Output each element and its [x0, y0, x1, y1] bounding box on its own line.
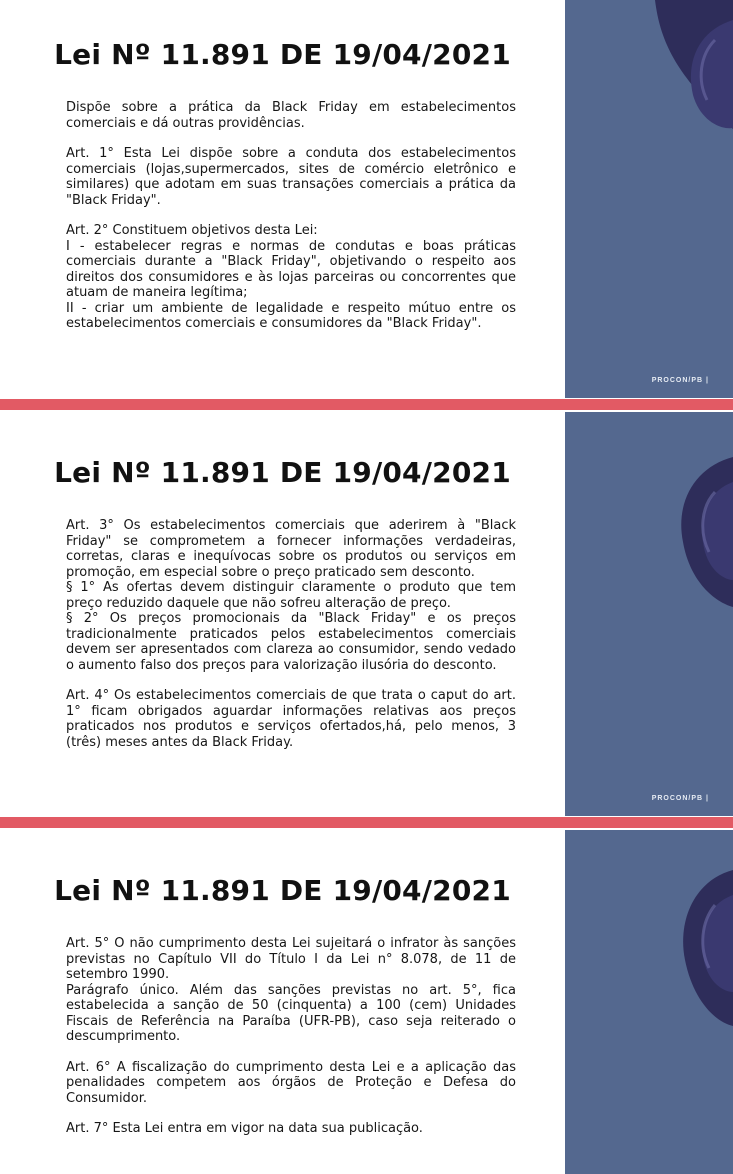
paragraph: Dispõe sobre a prática da Black Friday em estabelecimentos comerciais e dá outras providências. [66, 100, 516, 131]
footer-tag: PROCON/PB | [651, 795, 709, 802]
footer-tag: PROCON/PB | [651, 377, 709, 384]
procon-logo-shape [565, 412, 733, 816]
paragraph: Art. 6° A fiscalização do cumprimento desta Lei e a aplicação das penalidades competem aos órgãos de Proteção e Defesa do Consumidor. [66, 1059, 516, 1106]
paragraph [66, 518, 516, 673]
document-body [66, 936, 516, 1152]
page-title: Lei Nº 11.891 DE 19/04/2021 [54, 38, 511, 71]
procon-logo-shape [565, 0, 733, 398]
slide-1 [0, 0, 733, 398]
paragraph: Art. 1° Esta Lei dispõe sobre a conduta dos estabelecimentos comerciais (lojas,supermercados, sites de comércio eletrônico e similares) que adotam em suas transações comerciais a prática da "Black Friday". [66, 146, 516, 208]
text-line: I - estabelecer regras e normas de condutas e boas práticas comerciais durante a "Black Friday", objetivando o respeito aos direitos dos consumidores e às lojas parceiras ou concorrentes que atuam de maneira legítima; [66, 238, 516, 300]
page-title: Lei Nº 11.891 DE 19/04/2021 [54, 874, 511, 907]
divider-bar [0, 817, 733, 828]
document-body [66, 100, 516, 347]
text-line: II - criar um ambiente de legalidade e respeito mútuo entre os estabelecimentos comerciais e consumidores da "Black Friday". [66, 300, 516, 331]
paragraph: Art. 7° Esta Lei entra em vigor na data sua publicação. [66, 1121, 423, 1136]
procon-logo-shape [565, 830, 733, 1174]
page-title: Lei Nº 11.891 DE 19/04/2021 [54, 456, 511, 489]
document-body [66, 518, 516, 765]
side-panel [565, 412, 733, 816]
text-line: Parágrafo único. Além das sanções previstas no art. 5°, fica estabelecida a sanção de 50 (cinquenta) a 100 (cem) Unidades Fiscais de Referência na Paraíba (UFR-PB), caso seja reiterado o descumprimento. [66, 982, 516, 1044]
side-panel [565, 0, 733, 398]
divider-bar [0, 399, 733, 410]
text-line: Art. 5° O não cumprimento desta Lei sujeitará o infrator às sanções previstas no Capítulo VII do Título I da Lei n° 8.078, de 11 de setembro 1990. [66, 936, 516, 982]
paragraph: Art. 4° Os estabelecimentos comerciais de que trata o caput do art. 1° ficam obrigados aguardar informações relativas aos preços praticados nos produtos e serviços ofertados,há, pelo menos, 3 (três) meses antes da Black Friday. [66, 688, 516, 750]
text-line: Art. 2° Constituem objetivos desta Lei: [66, 223, 318, 238]
slide-3 [0, 830, 733, 1174]
side-panel [565, 830, 733, 1174]
text-line: § 1° As ofertas devem distinguir claramente o produto que tem preço reduzido daquele que não sofreu alteração de preço. [66, 580, 516, 611]
paragraph [66, 936, 516, 1045]
slide-2 [0, 412, 733, 816]
text-line: Art. 3° Os estabelecimentos comerciais que aderirem à "Black Friday" se comprometem a fornecer informações verdadeiras, corretas, claras e inequívocas sobre os produtos ou serviços em promoção, em especial sobre o preço praticado sem desconto. [66, 518, 516, 580]
paragraph [66, 223, 516, 332]
text-line: § 2° Os preços promocionais da "Black Friday" e os preços tradicionalmente praticados pelos estabelecimentos comerciais devem ser apresentados com clareza ao consumidor, sendo vedado o aumento falso dos preços para valorização ilusória do desconto. [66, 611, 516, 673]
